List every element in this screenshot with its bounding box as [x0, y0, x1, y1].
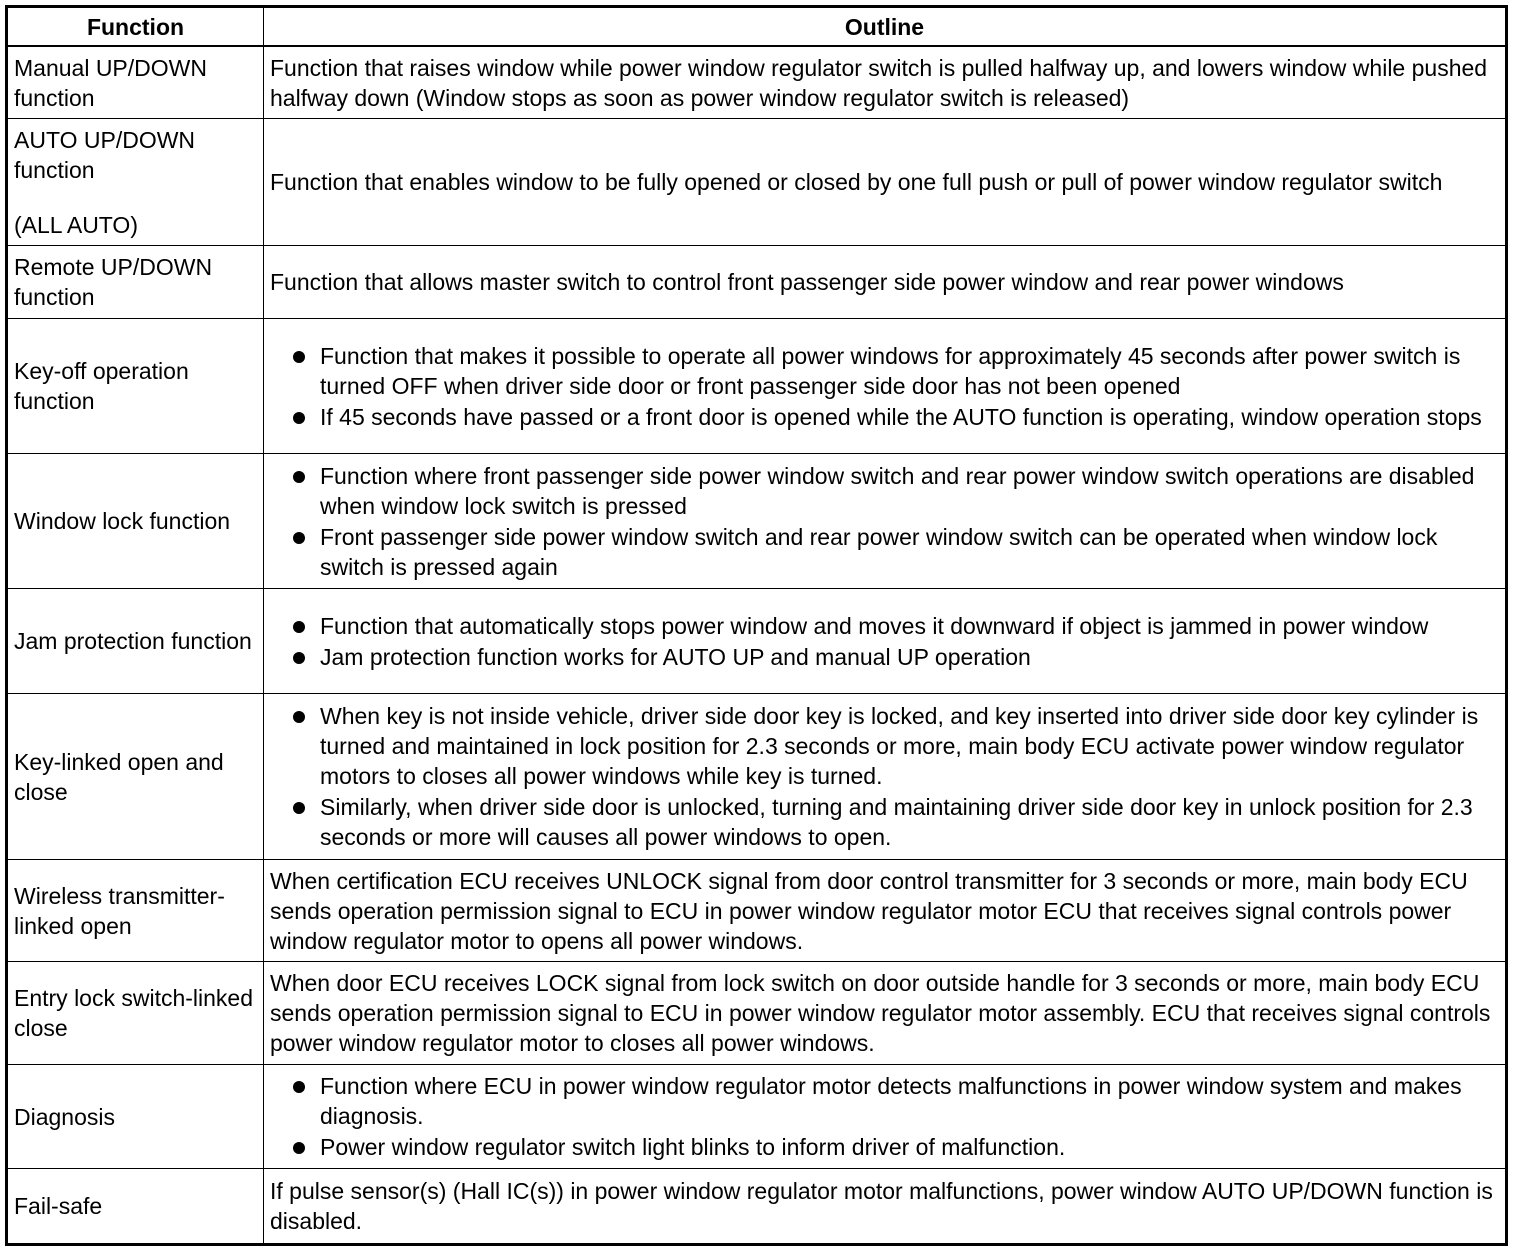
- row-outline-window-lock: [264, 454, 1505, 589]
- row-function-auto-up-down: [8, 119, 264, 246]
- row-outline-fail-safe: [264, 1169, 1505, 1243]
- bullet-text: When key is not inside vehicle, driver side door key is locked, and key inserted into driver side door key cylinder is turned and maintained in lock position for 2.3 seconds or more, main body ECU activate power window regulator motors to closes all power windows while key is turned.: [320, 703, 1479, 789]
- bullet-list: [270, 1070, 1499, 1163]
- row-outline-key-off: [264, 319, 1505, 454]
- row-outline-diagnosis: [264, 1065, 1505, 1169]
- function-label: Jam protection function: [14, 628, 252, 654]
- function-label: Wireless transmitter-linked open: [14, 882, 225, 939]
- outline-text: Function that raises window while power window regulator switch is pulled halfway up, and lowers window while pushed halfway down (Window stops as soon as power window regulator switch is released): [270, 54, 1488, 111]
- bullet-icon: [293, 802, 305, 814]
- row-outline-remote-up-down: [264, 246, 1505, 319]
- function-outline-table: [5, 5, 1508, 1246]
- row-function-wireless-transmitter: [8, 860, 264, 962]
- list-item: [285, 1071, 1499, 1131]
- row-outline-key-linked: [264, 694, 1505, 860]
- bullet-text: Function that makes it possible to operate all power windows for approximately 45 seconds after power switch is turned OFF when driver side door or front passenger side door has not been opened: [320, 342, 1461, 399]
- bullet-icon: [293, 1142, 305, 1154]
- bullet-text: Function that automatically stops power window and moves it downward if object is jammed in power window: [320, 612, 1429, 639]
- list-item: [285, 1132, 1499, 1162]
- bullet-text: Similarly, when driver side door is unlocked, turning and maintaining driver side door key in unlock position for 2.3 seconds or more will causes all power windows to open.: [320, 794, 1473, 850]
- bullet-text: If 45 seconds have passed or a front door is opened while the AUTO function is operating, window operation stops: [320, 403, 1482, 430]
- header-outline: Outline: [264, 8, 1505, 47]
- list-item: [285, 611, 1499, 641]
- outline-text: Function that enables window to be fully opened or closed by one full push or pull of power window regulator switch: [270, 169, 1443, 195]
- bullet-icon: [293, 412, 305, 424]
- row-function-remote-up-down: [8, 246, 264, 319]
- bullet-icon: [293, 621, 305, 633]
- bullet-text: Function where ECU in power window regulator motor detects malfunctions in power window system and makes diagnosis.: [320, 1073, 1462, 1129]
- bullet-icon: [293, 351, 305, 363]
- list-item: [285, 792, 1499, 852]
- bullet-text: Jam protection function works for AUTO UP and manual UP operation: [320, 643, 1031, 670]
- row-outline-auto-up-down: [264, 119, 1505, 246]
- list-item: [285, 461, 1499, 521]
- list-item: [285, 341, 1499, 401]
- row-function-key-linked: [8, 694, 264, 860]
- outline-text: When certification ECU receives UNLOCK signal from door control transmitter for 3 seconds or more, main body ECU sends operation permission signal to ECU in power window regulator motor ECU that receives signal controls power window regulator motor to opens all power windows.: [270, 867, 1468, 954]
- header-function: Function: [8, 8, 264, 47]
- function-label: Remote UP/DOWN function: [14, 254, 213, 310]
- list-item: [285, 701, 1499, 791]
- function-label: Manual UP/DOWN function: [14, 54, 207, 111]
- function-sublabel: (ALL AUTO): [14, 211, 138, 238]
- outline-text: When door ECU receives LOCK signal from lock switch on door outside handle for 3 seconds or more, main body ECU sends operation permission signal to ECU in power window regulator motor assembly. ECU that receives signal controls power window regulator motor to closes all power windows.: [270, 970, 1491, 1056]
- row-function-window-lock: [8, 454, 264, 589]
- bullet-list: [270, 700, 1499, 853]
- function-label: Fail-safe: [14, 1193, 103, 1219]
- function-label: Window lock function: [14, 508, 231, 534]
- function-label: Key-off operation function: [14, 358, 189, 414]
- row-function-manual-up-down: [8, 47, 264, 119]
- bullet-icon: [293, 471, 305, 483]
- bullet-list: [270, 610, 1499, 673]
- bullet-text: Front passenger side power window switch and rear power window switch can be operated when window lock switch is pressed again: [320, 523, 1438, 580]
- bullet-list: [270, 460, 1499, 583]
- outline-text: If pulse sensor(s) (Hall IC(s)) in power window regulator motor malfunctions, power window AUTO UP/DOWN function is disabled.: [270, 1178, 1493, 1234]
- function-label: Entry lock switch-linked close: [14, 985, 254, 1041]
- row-function-diagnosis: [8, 1065, 264, 1169]
- bullet-icon: [293, 711, 305, 723]
- function-label: Key-linked open and close: [14, 748, 224, 805]
- function-label: Diagnosis: [14, 1103, 115, 1130]
- bullet-list: [270, 340, 1499, 433]
- bullet-icon: [293, 532, 305, 544]
- function-label: AUTO UP/DOWN function: [14, 126, 196, 183]
- list-item: [285, 402, 1499, 432]
- row-function-jam-protection: [8, 589, 264, 694]
- row-outline-entry-lock: [264, 962, 1505, 1065]
- row-function-key-off: [8, 319, 264, 454]
- list-item: [285, 642, 1499, 672]
- list-item: [285, 522, 1499, 582]
- row-function-fail-safe: [8, 1169, 264, 1243]
- bullet-icon: [293, 1081, 305, 1093]
- row-function-entry-lock: [8, 962, 264, 1065]
- bullet-icon: [293, 652, 305, 664]
- row-outline-wireless-transmitter: [264, 860, 1505, 962]
- row-outline-jam-protection: [264, 589, 1505, 694]
- outline-text: Function that allows master switch to control front passenger side power window and rear power windows: [270, 269, 1344, 295]
- bullet-text: Power window regulator switch light blinks to inform driver of malfunction.: [320, 1134, 1066, 1160]
- row-outline-manual-up-down: [264, 47, 1505, 119]
- bullet-text: Function where front passenger side power window switch and rear power window switch operations are disabled when window lock switch is pressed: [320, 462, 1475, 519]
